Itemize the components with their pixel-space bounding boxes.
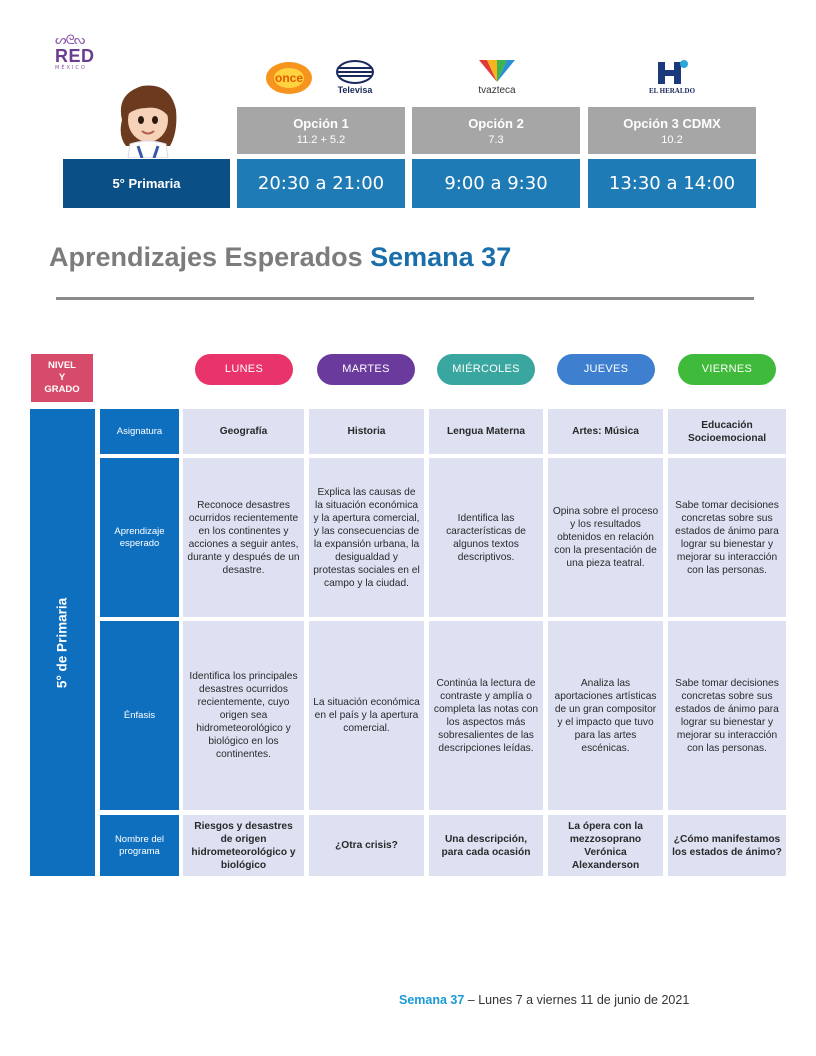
grade-label: 5° Primaria [63, 159, 230, 208]
row-label-asignatura: Asignatura [100, 409, 179, 454]
option-3-title: Opción 3 CDMX [623, 116, 721, 131]
option-1-channels: 11.2 + 5.2 [296, 134, 346, 146]
programa-viernes: ¿Cómo manifestamos los estados de ánimo? [668, 815, 786, 876]
aprendizaje-jueves: Opina sobre el proceso y los resultados obtenidos en relación con la presentación de una pieza teatral. [548, 458, 663, 617]
asignatura-viernes: Educación Socioemocional [668, 409, 786, 454]
programa-martes: ¿Otra crisis? [309, 815, 424, 876]
option-1-title: Opción 1 [293, 116, 349, 131]
grade-side-label: 5° de Primaria [54, 597, 70, 689]
red-mexico-logo [55, 34, 101, 74]
option-2-time: 9:00 a 9:30 [412, 159, 580, 208]
enfasis-miercoles: Continúa la lectura de contraste y amplía o completa las notas con los aspectos más sobresalientes de las descripciones leídas. [429, 621, 543, 810]
el-heraldo-logo [642, 58, 702, 98]
option-1-header [237, 107, 405, 154]
day-miercoles: MIÉRCOLES [437, 354, 535, 385]
page-title [49, 242, 511, 273]
tvazteca-logo-text: tvazteca [478, 85, 516, 96]
option-3-channels: 10.2 [661, 134, 683, 146]
option-2-title: Opción 2 [468, 116, 524, 131]
asignatura-martes: Historia [309, 409, 424, 454]
nivel-line-3: GRADO [44, 384, 80, 395]
tvazteca-icon [475, 58, 519, 84]
option-3-time: 13:30 a 14:00 [588, 159, 756, 208]
televisa-icon [335, 60, 375, 84]
enfasis-viernes: Sabe tomar decisiones concretas sobre sus estados de ánimo para lograr su bienestar y mejorar su interacción con las personas. [668, 621, 786, 810]
once-logo-text: once [274, 71, 304, 85]
enfasis-lunes: Identifica los principales desastres ocurridos recientemente, cuyo origen sea hidrometeorológico y biológico en los continentes. [183, 621, 304, 810]
asignatura-lunes: Geografía [183, 409, 304, 454]
enfasis-martes: La situación económica en el país y la apertura comercial. [309, 621, 424, 810]
red-logo-subtext: MÉXICO [55, 65, 87, 71]
title-divider [56, 297, 754, 300]
option-3-header [588, 107, 756, 154]
day-lunes: LUNES [195, 354, 293, 385]
footer [399, 993, 689, 1007]
programa-miercoles: Una descripción, para cada ocasión [429, 815, 543, 876]
aprendizaje-lunes: Reconoce desastres ocurridos recientemente en los continentes y acciones a seguir antes, durante y después de un desastre. [183, 458, 304, 617]
row-label-programa: Nombre del programa [100, 815, 179, 876]
row-label-aprendizaje: Aprendizaje esperado [100, 458, 179, 617]
enfasis-jueves: Analiza las aportaciones artísticas de un gran compositor y el impacto que tuvo para las artes escénicas. [548, 621, 663, 810]
nivel-line-1: NIVEL [48, 360, 76, 371]
red-logo-text: RED [55, 46, 95, 66]
page-title-main: Aprendizajes Esperados [49, 242, 371, 272]
asignatura-jueves: Artes: Música [548, 409, 663, 454]
nivel-line-2: Y [58, 372, 66, 383]
asignatura-miercoles: Lengua Materna [429, 409, 543, 454]
option-2-header [412, 107, 580, 154]
footer-week: Semana 37 [399, 993, 465, 1007]
red-swirl-icon: ᔕᘓᔓ [55, 33, 85, 48]
aprendizaje-martes: Explica las causas de la situación económica y la apertura comercial, y las consecuencias de la expansión urbana, la desigualdad y protestas sociales en el campo y la ciudad. [309, 458, 424, 617]
page-title-week: Semana 37 [370, 242, 512, 272]
girl-illustration [112, 80, 182, 158]
option-1-time: 20:30 a 21:00 [237, 159, 405, 208]
programa-lunes: Riesgos y desastres de origen hidrometeorológico y biológico [183, 815, 304, 876]
day-martes: MARTES [317, 354, 415, 385]
tvazteca-logo [468, 58, 526, 98]
nivel-grado-label [31, 354, 93, 402]
row-label-enfasis: Énfasis [100, 621, 179, 810]
aprendizaje-miercoles: Identifica las características de algunos textos descriptivos. [429, 458, 543, 617]
televisa-logo-text: Televisa [337, 85, 373, 95]
aprendizaje-viernes: Sabe tomar decisiones concretas sobre sus estados de ánimo para lograr su bienestar y mejorar su interacción con las personas. [668, 458, 786, 617]
footer-dates: – Lunes 7 a viernes 11 de junio de 2021 [464, 993, 690, 1007]
heraldo-logo-text: EL HERALDO [648, 87, 696, 95]
heraldo-icon [654, 58, 690, 86]
televisa-logo [330, 60, 380, 98]
option-2-channels: 7.3 [488, 134, 504, 146]
day-jueves: JUEVES [557, 354, 655, 385]
day-viernes: VIERNES [678, 354, 776, 385]
once-ninas-ninos-logo [264, 60, 314, 96]
programa-jueves: La ópera con la mezzosoprano Verónica Alexanderson [548, 815, 663, 876]
